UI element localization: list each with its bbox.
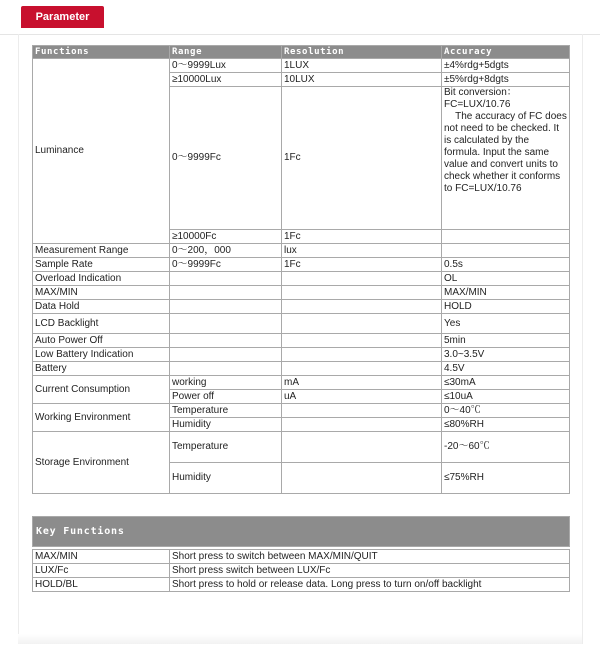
col-header-accuracy: Accuracy: [442, 46, 570, 59]
accuracy-cell: [442, 230, 570, 244]
accuracy-cell: OL: [442, 272, 570, 286]
range-cell: 0～9999Lux: [170, 59, 282, 73]
resolution-cell: [282, 286, 442, 300]
range-cell: Power off: [170, 390, 282, 404]
table-row: [33, 244, 570, 258]
table-row: [33, 59, 570, 73]
resolution-cell: 1LUX: [282, 59, 442, 73]
table-row: [33, 578, 570, 592]
panel-bottom-edge: [18, 634, 582, 644]
accuracy-note: Bit conversion： FC=LUX/10.76 The accuracy of FC does not need to be checked. It is calculated by the formula. Input the same value and convert units to check whether it conforms to FC=LUX/10.76: [442, 87, 570, 230]
tab-bar: [0, 0, 600, 35]
resolution-cell: [282, 463, 442, 494]
accuracy-cell: ≤30mA: [442, 376, 570, 390]
function-label: LCD Backlight: [33, 314, 170, 334]
function-label: Current Consumption: [33, 376, 170, 404]
function-label: Sample Rate: [33, 258, 170, 272]
accuracy-cell: Yes: [442, 314, 570, 334]
table-row: [33, 404, 570, 418]
function-label: Overload Indication: [33, 272, 170, 286]
resolution-cell: [282, 334, 442, 348]
table-row: [33, 334, 570, 348]
key-functions-header: Key Functions: [33, 517, 570, 547]
function-label: Storage Environment: [33, 432, 170, 494]
range-cell: [170, 348, 282, 362]
spec-table: [32, 45, 570, 494]
accuracy-cell: 0.5s: [442, 258, 570, 272]
range-cell: ≥10000Lux: [170, 73, 282, 87]
resolution-cell: [282, 314, 442, 334]
accuracy-cell: [442, 244, 570, 258]
range-cell: Temperature: [170, 432, 282, 463]
key-name: MAX/MIN: [33, 550, 170, 564]
resolution-cell: [282, 272, 442, 286]
resolution-cell: [282, 432, 442, 463]
range-cell: [170, 334, 282, 348]
accuracy-cell: ≤75%RH: [442, 463, 570, 494]
col-header-range: Range: [170, 46, 282, 59]
accuracy-cell: ≤80%RH: [442, 418, 570, 432]
function-label: Battery: [33, 362, 170, 376]
resolution-cell: [282, 300, 442, 314]
table-row: [33, 258, 570, 272]
key-functions-table: [32, 516, 570, 592]
table-row: [33, 286, 570, 300]
range-cell: 0～9999Fc: [170, 87, 282, 230]
resolution-cell: 1Fc: [282, 230, 442, 244]
resolution-cell: 10LUX: [282, 73, 442, 87]
key-description: Short press to hold or release data. Long press to turn on/off backlight: [170, 578, 570, 592]
range-cell: [170, 286, 282, 300]
table-row: [33, 432, 570, 463]
accuracy-cell: MAX/MIN: [442, 286, 570, 300]
resolution-cell: [282, 362, 442, 376]
resolution-cell: [282, 348, 442, 362]
table-row: [33, 272, 570, 286]
table-row: [33, 348, 570, 362]
resolution-cell: 1Fc: [282, 258, 442, 272]
function-label: MAX/MIN: [33, 286, 170, 300]
table-row: [33, 376, 570, 390]
col-header-functions: Functions: [33, 46, 170, 59]
range-cell: [170, 272, 282, 286]
accuracy-cell: 0～40℃: [442, 404, 570, 418]
range-cell: working: [170, 376, 282, 390]
table-row: [33, 314, 570, 334]
key-description: Short press switch between LUX/Fc: [170, 564, 570, 578]
accuracy-cell: -20～60℃: [442, 432, 570, 463]
table-row: [33, 362, 570, 376]
key-description: Short press to switch between MAX/MIN/QUIT: [170, 550, 570, 564]
range-cell: [170, 314, 282, 334]
range-cell: [170, 362, 282, 376]
range-cell: Humidity: [170, 463, 282, 494]
accuracy-cell: 3.0~3.5V: [442, 348, 570, 362]
function-label: Low Battery Indication: [33, 348, 170, 362]
table-row: [33, 300, 570, 314]
function-label: Working Environment: [33, 404, 170, 432]
range-cell: Temperature: [170, 404, 282, 418]
key-name: HOLD/BL: [33, 578, 170, 592]
function-label: Measurement Range: [33, 244, 170, 258]
range-cell: 0～9999Fc: [170, 258, 282, 272]
resolution-cell: uA: [282, 390, 442, 404]
range-cell: ≥10000Fc: [170, 230, 282, 244]
resolution-cell: lux: [282, 244, 442, 258]
function-label: Data Hold: [33, 300, 170, 314]
range-cell: [170, 300, 282, 314]
col-header-resolution: Resolution: [282, 46, 442, 59]
accuracy-cell: HOLD: [442, 300, 570, 314]
resolution-cell: mA: [282, 376, 442, 390]
range-cell: Humidity: [170, 418, 282, 432]
table-row: [33, 550, 570, 564]
resolution-cell: 1Fc: [282, 87, 442, 230]
accuracy-cell: ±5%rdg+8dgts: [442, 73, 570, 87]
tab-parameter[interactable]: Parameter: [21, 6, 104, 28]
key-name: LUX/Fc: [33, 564, 170, 578]
spec-header-row: [33, 46, 570, 59]
resolution-cell: [282, 418, 442, 432]
function-label: Luminance: [33, 59, 170, 244]
accuracy-cell: 5min: [442, 334, 570, 348]
accuracy-cell: 4.5V: [442, 362, 570, 376]
resolution-cell: [282, 404, 442, 418]
key-functions-header-row: [33, 517, 570, 547]
range-cell: 0～200，000: [170, 244, 282, 258]
function-label: Auto Power Off: [33, 334, 170, 348]
accuracy-cell: ≤10uA: [442, 390, 570, 404]
table-row: [33, 564, 570, 578]
accuracy-cell: ±4%rdg+5dgts: [442, 59, 570, 73]
